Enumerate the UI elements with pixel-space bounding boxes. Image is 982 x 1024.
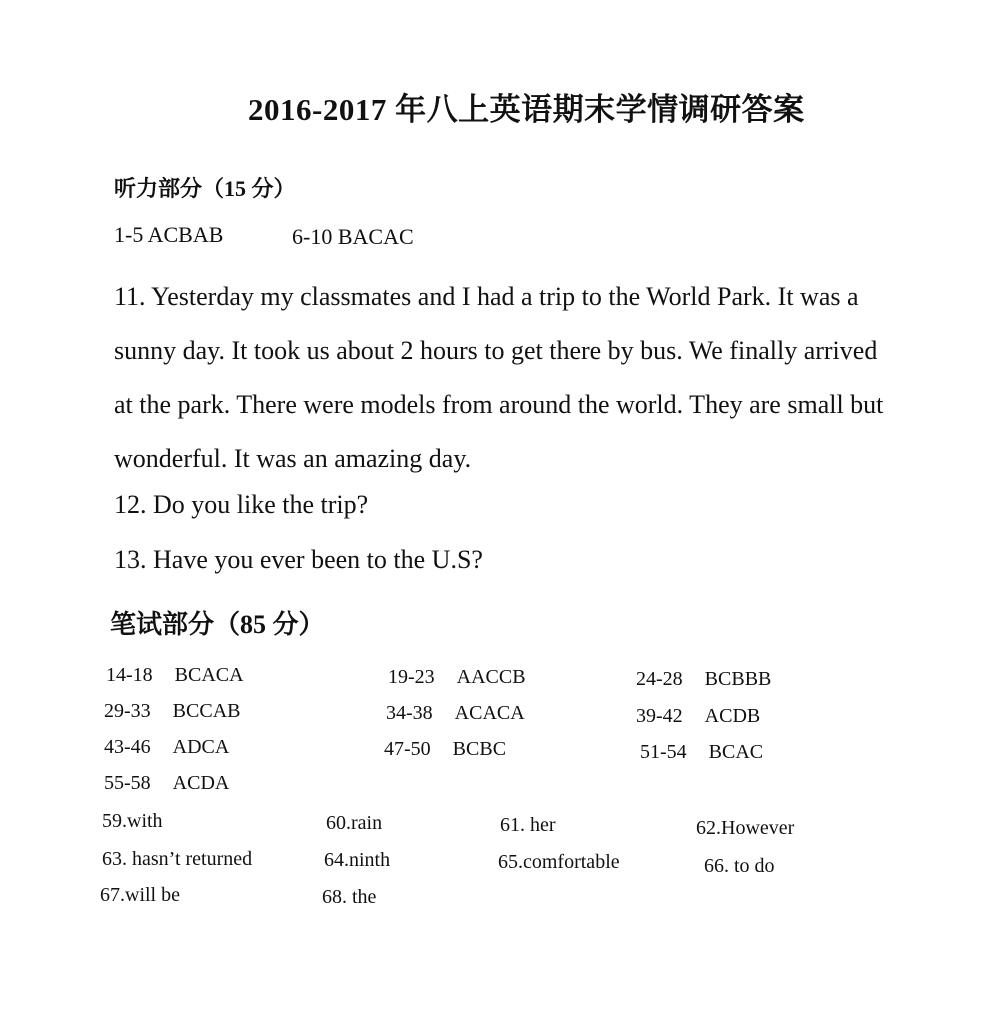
answer-key: 47-50 bbox=[384, 738, 431, 760]
answer-value: BCBC bbox=[452, 738, 507, 760]
answer-key: 14-18 bbox=[106, 664, 153, 686]
answer-row bbox=[292, 224, 414, 250]
answer-key: 55-58 bbox=[104, 772, 151, 794]
paragraph-line: sunny day. It took us about 2 hours to get there by bus. We finally arrived bbox=[114, 336, 878, 365]
answer-group bbox=[104, 772, 229, 795]
fill-answer: 67.will be bbox=[100, 884, 180, 906]
answer-key: 6-10 bbox=[292, 224, 333, 249]
answer-group bbox=[388, 666, 526, 689]
page-title: 2016-2017 年八上英语期末学情调研答案 bbox=[248, 92, 805, 127]
paragraph-line: at the park. There were models from around the world. They are small but bbox=[114, 390, 884, 419]
answer-row bbox=[114, 222, 223, 248]
question-13: 13. Have you ever been to the U.S? bbox=[114, 545, 483, 574]
answer-key: 34-38 bbox=[386, 702, 433, 724]
fill-answer: 66. to do bbox=[704, 855, 775, 877]
answer-value: BCBBB bbox=[704, 668, 772, 690]
answer-value: BACAC bbox=[337, 224, 414, 249]
paragraph-line: wonderful. It was an amazing day. bbox=[114, 444, 472, 473]
fill-answer: 62.However bbox=[696, 817, 795, 839]
answer-group bbox=[636, 705, 760, 728]
fill-answer: 61. her bbox=[500, 814, 556, 836]
fill-answer: 63. hasn’t returned bbox=[102, 848, 253, 870]
question-11-paragraph bbox=[114, 270, 964, 486]
answer-value: BCACA bbox=[174, 664, 244, 686]
answer-value: BCAC bbox=[708, 741, 764, 763]
answer-value: ACACA bbox=[454, 702, 525, 724]
answer-key: 51-54 bbox=[640, 741, 687, 763]
fill-answer: 60.rain bbox=[326, 812, 383, 834]
answer-key: 29-33 bbox=[104, 700, 151, 722]
answer-group bbox=[384, 738, 506, 761]
fill-answer: 64.ninth bbox=[324, 849, 391, 871]
answer-value: BCCAB bbox=[172, 700, 241, 722]
answer-group bbox=[104, 700, 240, 723]
fill-answer: 65.comfortable bbox=[498, 851, 620, 873]
listening-heading: 听力部分（15 分） bbox=[114, 176, 296, 201]
fill-answer: 68. the bbox=[322, 886, 377, 908]
answer-value: AACCB bbox=[456, 666, 526, 688]
answer-group bbox=[640, 741, 763, 764]
paragraph-line: 11. Yesterday my classmates and I had a trip to the World Park. It was a bbox=[114, 282, 859, 311]
answer-group bbox=[636, 668, 771, 691]
fill-answer: 59.with bbox=[102, 810, 163, 832]
answer-key: 43-46 bbox=[104, 736, 151, 758]
answer-key: 39-42 bbox=[636, 705, 683, 727]
answer-group bbox=[104, 736, 229, 759]
answer-key: 19-23 bbox=[388, 666, 435, 688]
answer-value: ACBAB bbox=[147, 222, 224, 247]
answer-value: ACDA bbox=[172, 772, 230, 794]
question-12: 12. Do you like the trip? bbox=[114, 490, 369, 519]
answer-value: ADCA bbox=[172, 736, 230, 758]
answer-group bbox=[386, 702, 525, 725]
answer-key: 1-5 bbox=[114, 222, 144, 247]
written-heading: 笔试部分（85 分） bbox=[110, 610, 325, 639]
answer-group bbox=[106, 664, 244, 687]
answer-key: 24-28 bbox=[636, 668, 683, 690]
answer-value: ACDB bbox=[704, 705, 761, 727]
